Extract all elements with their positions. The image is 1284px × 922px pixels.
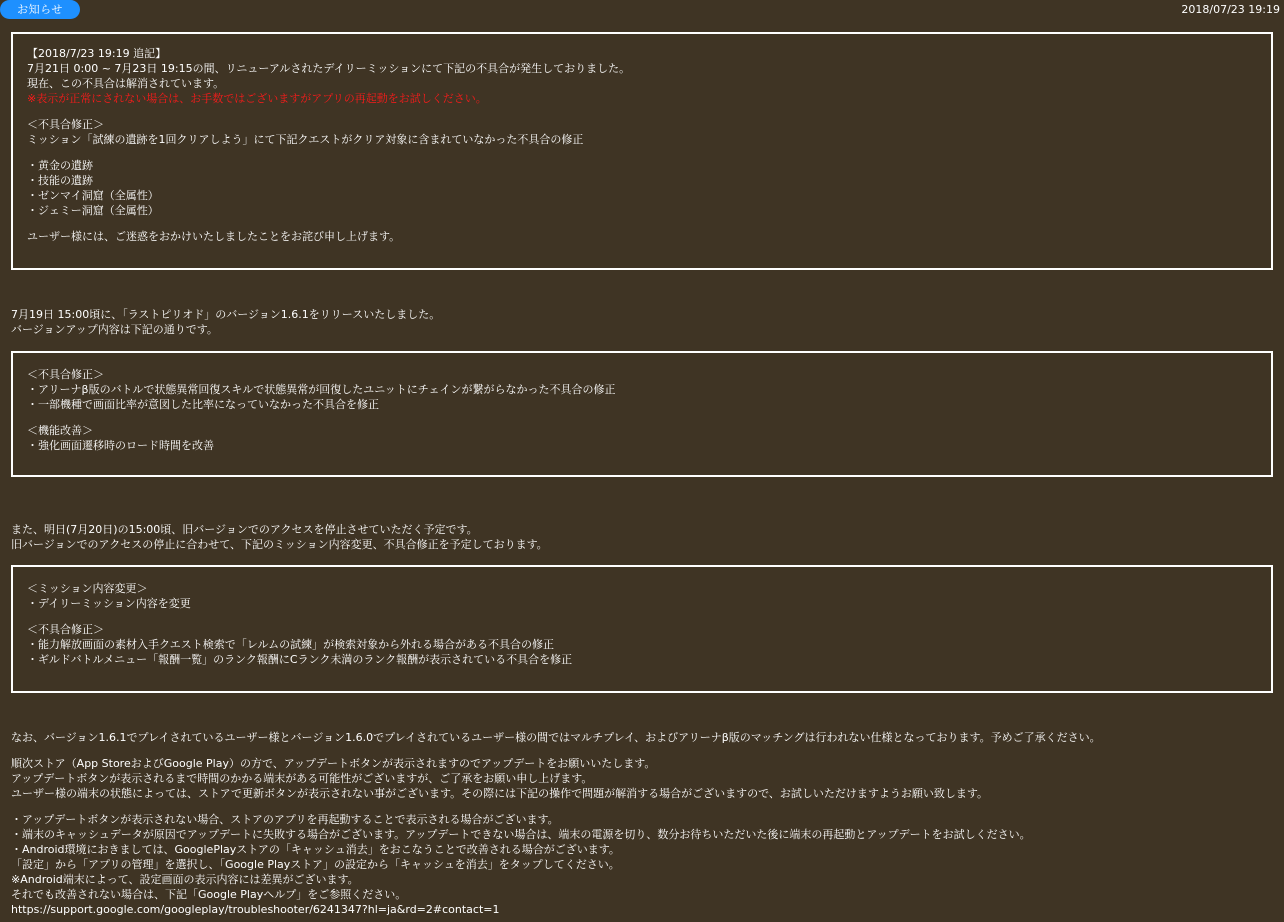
stop-line: また、明日(7月20日)の15:00頃、旧バージョンでのアクセスを停止させていただく予定です。 [11, 523, 478, 536]
warning-text: ※表示が正常にされない場合は、お手数ではございますがアプリの再起動をお試しください。 [27, 92, 487, 105]
header-bar [0, 0, 1284, 20]
tip-line: 「設定」から「アプリの管理」を選択し、「Google Playストア」の設定から「キャッシュを消去」をタップしてください。 [11, 858, 620, 871]
update-line: 順次ストア（App StoreおよびGoogle Play）の方で、アップデートボタンが表示されますのでアップデートをお願いいたします。 [11, 757, 656, 770]
article-body [11, 32, 1273, 917]
notice-line: 現在、この不具合は解消されています。 [27, 77, 225, 90]
fix-item: ・ギルドバトルメニュー「報酬一覧」のランク報酬にCランク未満のランク報酬が表示されている不具合を修正 [27, 653, 573, 666]
fix-heading: ＜不具合修正＞ [27, 623, 104, 636]
release-line: バージョンアップ内容は下記の通りです。 [11, 323, 218, 336]
fix-heading: ＜不具合修正＞ [27, 368, 104, 381]
release-changes-box [11, 351, 1273, 477]
quest-list-item: ・ゼンマイ洞窟（全属性） [27, 189, 159, 202]
notice-tag: お知らせ [0, 0, 80, 19]
tip-line: ・端末のキャッシュデータが原因でアップデートに失敗する場合がございます。アップデートできない場合は、端末の電源を切り、数分お待ちいただいた後に端末の再起動とアップデートをお試しください。 [11, 828, 1031, 841]
tip-line: ※Android端末によって、設定画面の表示内容には差異がございます。 [11, 873, 359, 886]
quest-list-item: ・黄金の遺跡 [27, 159, 93, 172]
quest-list-item: ・技能の遺跡 [27, 174, 93, 187]
planned-changes-box [11, 565, 1273, 693]
improve-heading: ＜機能改善＞ [27, 424, 93, 437]
fix-item: ・能力解放画面の素材入手クエスト検索で「レルムの試練」が検索対象から外れる場合がある不具合の修正 [27, 638, 555, 651]
help-link[interactable]: https://support.google.com/googleplay/troubleshooter/6241347?hl=ja&rd=2#contact=1 [11, 903, 500, 916]
tip-line: ・Android環境におきましては、GooglePlayストアの「キャッシュ消去」をおこなうことで改善される場合がございます。 [11, 843, 620, 856]
quest-list-item: ・ジェミー洞窟（全属性） [27, 204, 159, 217]
notice-line: 7月21日 0:00 ~ 7月23日 19:15の間、リニューアルされたデイリーミッションにて下記の不具合が発生しておりました。 [27, 62, 631, 75]
fix-heading: ＜不具合修正＞ [27, 118, 104, 131]
update-notice-box [11, 32, 1273, 270]
update-line: アップデートボタンが表示されるまで時間のかかる端末がある可能性がございますが、ご了承をお願い申し上げます。 [11, 772, 593, 785]
update-line: ユーザー様の端末の状態によっては、ストアで更新ボタンが表示されない事がございます。その際には下記の操作で問題が解消する場合がございますので、お試しいただけますようお願い致します。 [11, 787, 989, 800]
tip-line: それでも改善されない場合は、下記「Google Playヘルプ」をご参照ください。 [11, 888, 407, 901]
improve-item: ・強化画面遷移時のロード時間を改善 [27, 439, 214, 452]
notice-line: 【2018/7/23 19:19 追記】 [27, 47, 167, 60]
mission-heading: ＜ミッション内容変更＞ [27, 582, 148, 595]
mission-item: ・デイリーミッション内容を変更 [27, 597, 191, 610]
multiplay-note: なお、バージョン1.6.1でプレイされているユーザー様とバージョン1.6.0でプレイされているユーザー様の間ではマルチプレイ、およびアリーナβ版のマッチングは行われない仕様となっております。予めご了承ください。 [11, 731, 1101, 744]
release-line: 7月19日 15:00頃に、「ラストピリオド」のバージョン1.6.1をリリースいたしました。 [11, 308, 441, 321]
post-date: 2018/07/23 19:19 [1181, 3, 1280, 16]
apology-text: ユーザー様には、ご迷惑をおかけいたしましたことをお詫び申し上げます。 [27, 230, 401, 243]
fix-item: ・一部機種で画面比率が意図した比率になっていなかった不具合を修正 [27, 398, 379, 411]
fix-description: ミッション「試練の遺跡を1回クリアしよう」にて下記クエストがクリア対象に含まれていなかった不具合の修正 [27, 133, 584, 146]
fix-item: ・アリーナβ版のバトルで状態異常回復スキルで状態異常が回復したユニットにチェインが繋がらなかった不具合の修正 [27, 383, 616, 396]
tip-line: ・アップデートボタンが表示されない場合、ストアのアプリを再起動することで表示される場合がございます。 [11, 813, 559, 826]
stop-line: 旧バージョンでのアクセスの停止に合わせて、下記のミッション内容変更、不具合修正を予定しております。 [11, 538, 548, 551]
